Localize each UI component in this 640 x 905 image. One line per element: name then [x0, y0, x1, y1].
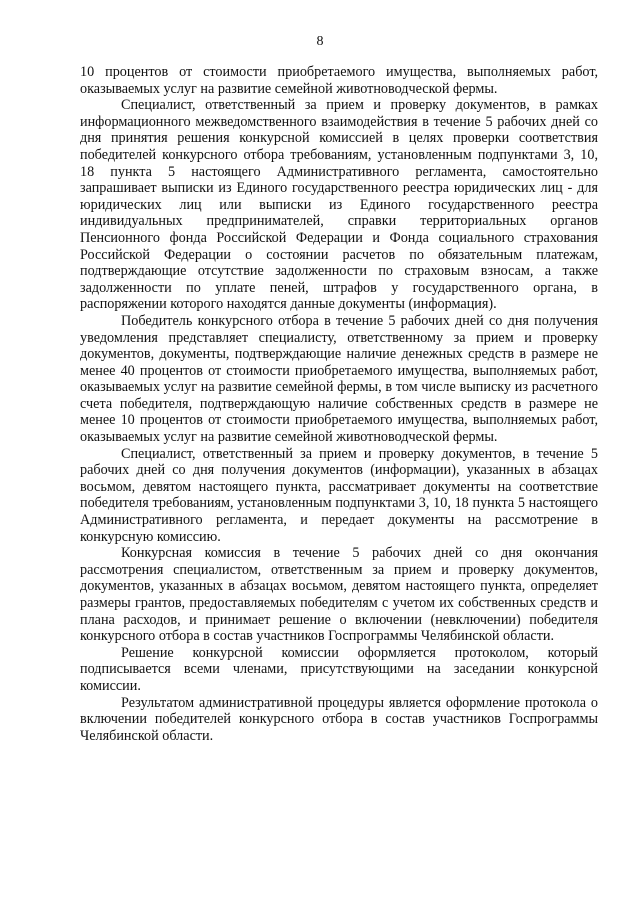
- paragraph-specialist-review: Специалист, ответственный за прием и проверку документов, в течение 5 рабочих дней со дня получения документов (информации), указанных в абзацах восьмом, девятом настоящего пункта, рассматривает документы на соответствие победителя требованиям, установленным подпунктами 3, 10, 18 пункта 5 настоящего Административного регламента, и передает документы на рассмотрение в конкурсную комиссию.: [80, 445, 598, 545]
- paragraph-winner-documents: Победитель конкурсного отбора в течение 5 рабочих дней со дня получения уведомления представляет специалисту, ответственному за прием и проверку документов, документы, подтверждающие наличие денежных средств в размере не менее 40 процентов от стоимости приобретаемого имущества, выполняемых работ, оказываемых услуг на развитие семейной фермы, в том числе выписку из расчетного счета победителя, подтверждающую наличие собственных средств в размере не менее 10 процентов от стоимости приобретаемого имущества, выполняемых работ, оказываемых услуг на развитие семейной животноводческой фермы.: [80, 312, 598, 446]
- paragraph-continued: 10 процентов от стоимости приобретаемого имущества, выполняемых работ, оказываемых услуг на развитие семейной животноводческой фермы.: [80, 64, 598, 97]
- page-number: 8: [316, 34, 324, 49]
- paragraph-result: Результатом административной процедуры является оформление протокола о включении победителей конкурсного отбора в состав участников Госпрограммы Челябинской области.: [80, 694, 598, 744]
- paragraph-commission-decision: Конкурсная комиссия в течение 5 рабочих дней со дня окончания рассмотрения специалистом, ответственным за прием и проверку документов, документов, указанных в абзацах восьмом, девятом настоящего пункта, определяет размеры грантов, предоставляемых победителям с учетом их собственных средств и плана расходов, и принимает решение о включении (невключении) победителя конкурсного отбора в состав участников Госпрограммы Челябинской области.: [80, 545, 598, 645]
- document-body: [80, 64, 598, 744]
- paragraph-protocol: Решение конкурсной комиссии оформляется протоколом, который подписывается всеми членами, присутствующими на заседании конкурсной комиссии.: [80, 644, 598, 694]
- paragraph-specialist-request: Специалист, ответственный за прием и проверку документов, в рамках информационного межведомственного взаимодействия в течение 5 рабочих дней со дня принятия решения конкурсной комиссией в целях проверки соответствия победителей конкурсного отбора требованиям, установленным подпунктами 3, 10, 18 пункта 5 настоящего Административного регламента, самостоятельно запрашивает выписки из Единого государственного реестра юридических лиц - для юридических лиц или выписки из Единого государственного реестра индивидуальных предпринимателей, справки территориальных органов Пенсионного фонда Российской Федерации и Фонда социального страхования Российской Федерации о состоянии расчетов по обязательным платежам, подтверждающие отсутствие задолженности по страховым взносам, а также задолженности по уплате пеней, штрафов у государственного органа, в распоряжении которого находятся данные документы (информация).: [80, 97, 598, 313]
